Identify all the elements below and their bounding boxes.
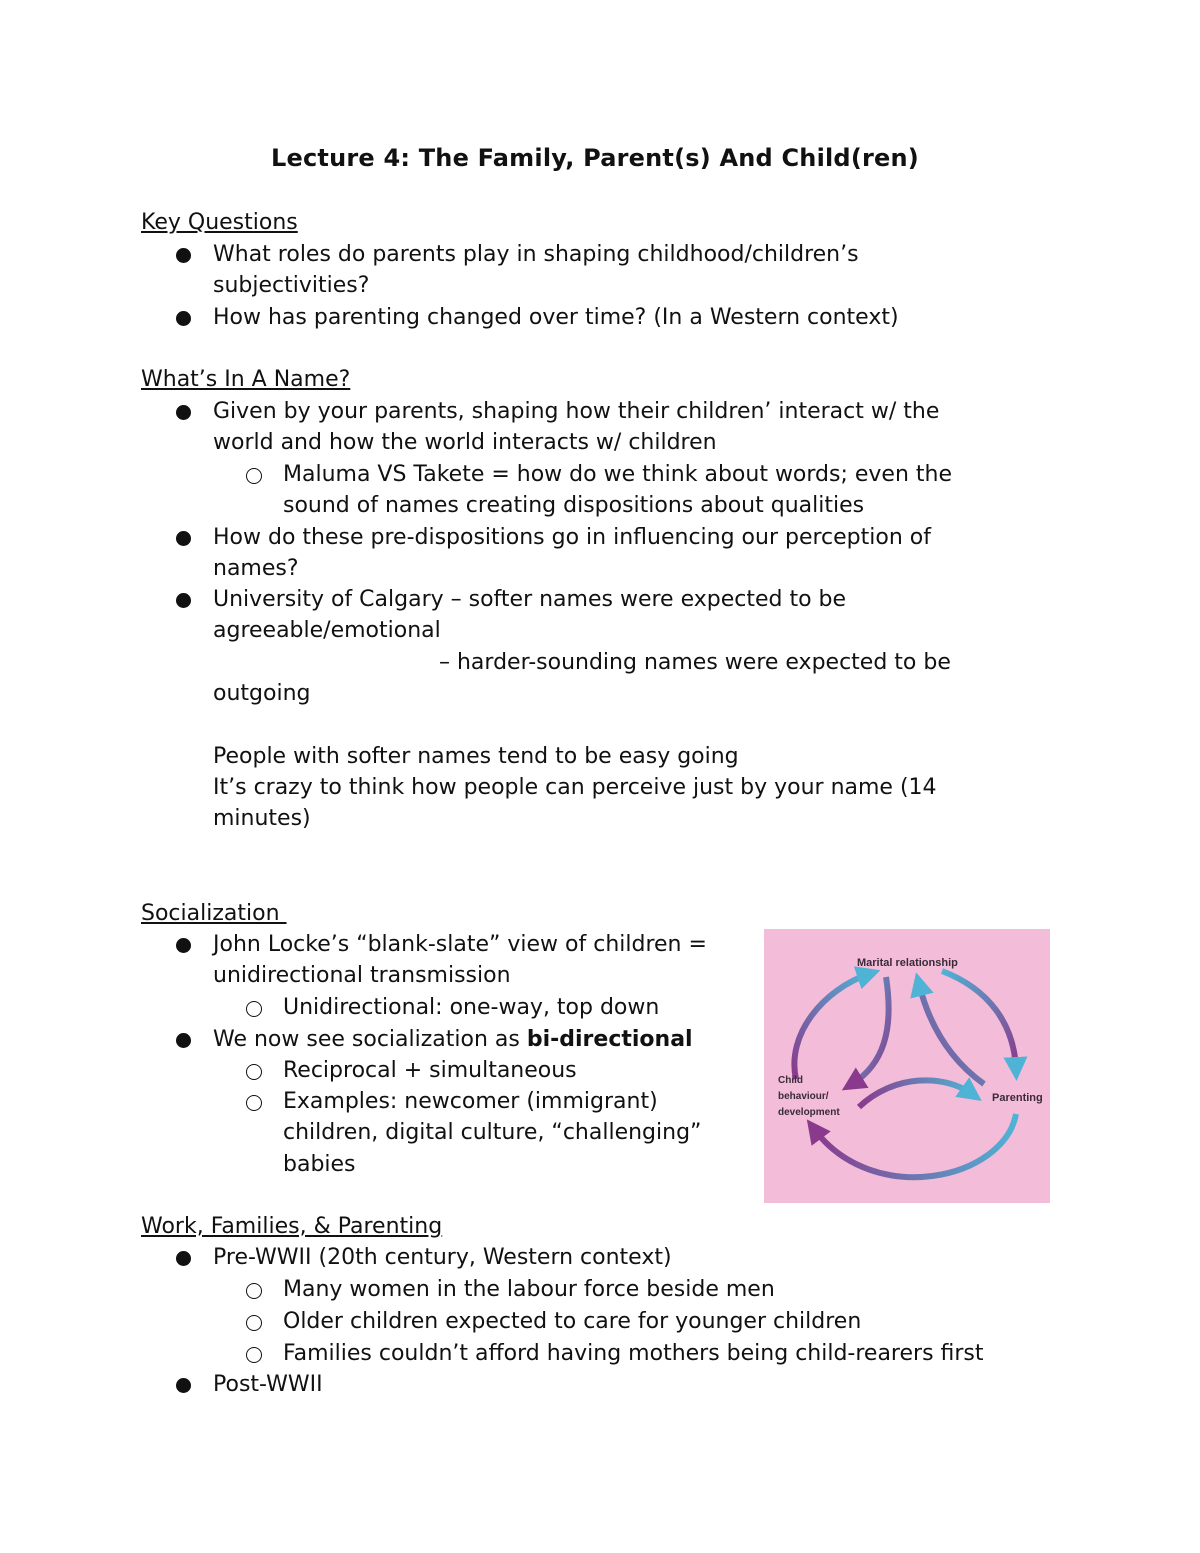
sub-list-item: Many women in the labour force beside men xyxy=(283,1274,775,1305)
circle-bullet-icon xyxy=(246,1315,262,1331)
bullet-icon xyxy=(176,311,191,326)
list-item: We now see socialization as bi-directional xyxy=(213,1024,693,1055)
list-item: How has parenting changed over time? (In a Western context) xyxy=(213,302,899,333)
diagram-label-marital: Marital relationship xyxy=(857,957,958,969)
page-title: Lecture 4: The Family, Parent(s) And Child(ren) xyxy=(271,144,919,172)
section-heading-socialization: Socialization xyxy=(141,901,287,926)
section-heading-key-questions: Key Questions xyxy=(141,210,298,235)
sub-list-item: Older children expected to care for younger children xyxy=(283,1306,861,1337)
list-item: Post-WWII xyxy=(213,1369,323,1400)
circle-bullet-icon xyxy=(246,1095,262,1111)
bullet-icon xyxy=(176,1378,191,1393)
bullet-icon xyxy=(176,531,191,546)
note-text: People with softer names tend to be easy going xyxy=(213,744,739,769)
bullet-icon xyxy=(176,593,191,608)
list-item: Given by your parents, shaping how their children’ interact w/ the world and how the world interacts w/ children xyxy=(213,396,939,459)
diagram-label-child: Child behaviour/ development xyxy=(778,1075,840,1118)
family-system-diagram xyxy=(764,929,1050,1203)
sub-list-item: Families couldn’t afford having mothers being child-rearers first xyxy=(283,1338,984,1369)
section-heading-work-families-parenting: Work, Families, & Parenting xyxy=(141,1214,443,1239)
list-item: Pre-WWII (20th century, Western context) xyxy=(213,1242,672,1273)
circle-bullet-icon xyxy=(246,1283,262,1299)
circle-bullet-icon xyxy=(246,468,262,484)
sub-list-item: Unidirectional: one-way, top down xyxy=(283,992,659,1023)
bullet-icon xyxy=(176,1251,191,1266)
note-text: It’s crazy to think how people can perceive just by your name (14 minutes) xyxy=(213,775,937,832)
emphasis-text: bi-directional xyxy=(526,1027,693,1052)
sub-list-item: Examples: newcomer (immigrant) children, digital culture, “challenging” babies xyxy=(283,1086,701,1180)
list-item-continuation: – harder-sounding names were expected to be xyxy=(439,650,951,675)
bullet-icon xyxy=(176,405,191,420)
sub-list-item: Reciprocal + simultaneous xyxy=(283,1055,577,1086)
list-item: John Locke’s “blank-slate” view of children = unidirectional transmission xyxy=(213,929,707,992)
list-item: University of Calgary – softer names were expected to be agreeable/emotional xyxy=(213,584,846,647)
circle-bullet-icon xyxy=(246,1001,262,1017)
list-item: What roles do parents play in shaping childhood/children’s subjectivities? xyxy=(213,239,859,302)
bullet-icon xyxy=(176,938,191,953)
diagram-label-parenting: Parenting xyxy=(992,1092,1043,1104)
sub-list-item: Maluma VS Takete = how do we think about words; even the sound of names creating dispositions about qualities xyxy=(283,459,952,522)
bullet-icon xyxy=(176,248,191,263)
section-heading-whats-in-a-name: What’s In A Name? xyxy=(141,367,351,392)
list-item-continuation: outgoing xyxy=(213,681,311,706)
circle-bullet-icon xyxy=(246,1347,262,1363)
circle-bullet-icon xyxy=(246,1064,262,1080)
list-item: How do these pre-dispositions go in influencing our perception of names? xyxy=(213,522,931,585)
diagram-background xyxy=(764,929,1050,1203)
bullet-icon xyxy=(176,1033,191,1048)
